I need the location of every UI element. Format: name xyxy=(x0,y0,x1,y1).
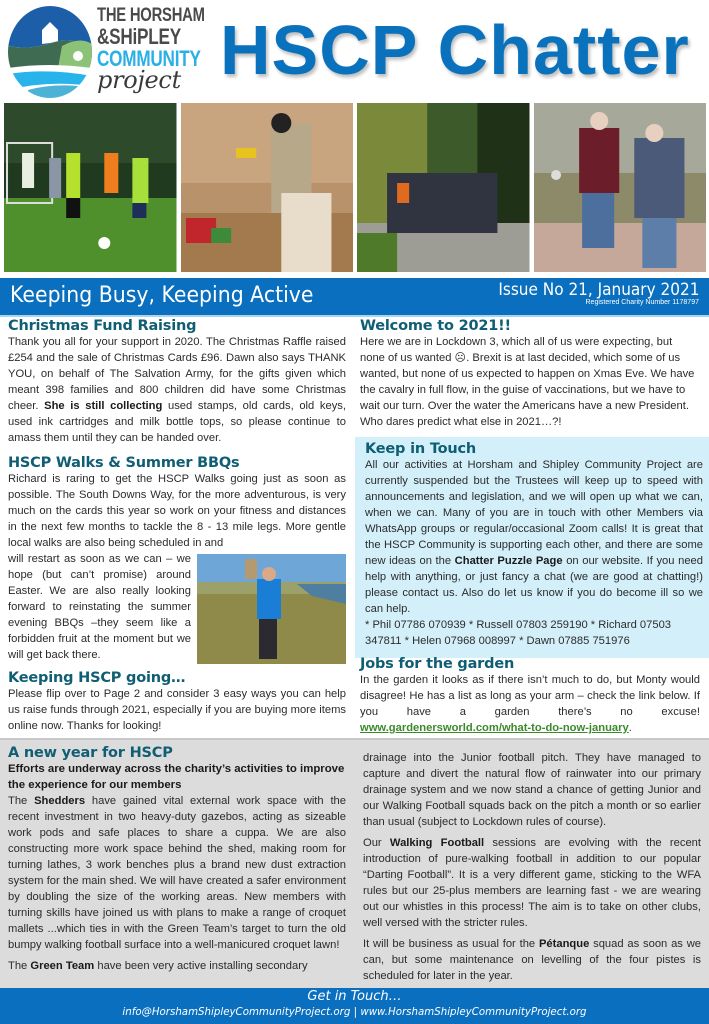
separator: | xyxy=(350,1005,361,1018)
petanque-paragraph xyxy=(363,936,701,984)
logo-line-2: &SHiPLEY xyxy=(97,24,181,49)
logo-text xyxy=(97,5,205,94)
photo-walking-football xyxy=(4,103,177,272)
footer-title: Get in Touch… xyxy=(307,989,402,1004)
section-title: Christmas Fund Raising xyxy=(8,318,197,334)
photo-shedders-workshop xyxy=(181,103,354,272)
text: squad as soon as we can, but some maintenance on levelling of the four pistes is scheduled for later in the year. xyxy=(363,938,702,982)
section-welcome xyxy=(360,318,700,430)
section-new-year xyxy=(0,738,709,988)
text: Our xyxy=(363,837,390,849)
new-year-left-column xyxy=(8,745,346,974)
charity-number: Registered Charity Number 1178797 xyxy=(585,299,699,306)
text: The xyxy=(8,960,31,972)
bold-text: Green Team xyxy=(30,960,95,972)
divider xyxy=(0,315,709,317)
footer-contacts xyxy=(25,1005,684,1018)
logo-line-3: COMMUNITY xyxy=(97,46,201,71)
section-garden xyxy=(360,656,700,736)
text: have gained vital external work space with the recent investment in two heavy-duty gazebos, acting as sizeable work pods and safe places to share a cuppa. We are also constructing more work space behind the shed, making room for turning lathes, 3 work benches plus a brand new dust extraction system for the main shed. We will have created a safer environment by doubling the size of the working areas. New members with turning skills have joined us with plans to make a range of croquet mallets ...which ties in with the Green Team’s target to turn the old bumpy walking football surface into a well-manicured croquet lawn! xyxy=(8,795,346,951)
section-title: Keep in Touch xyxy=(365,441,476,457)
photo-walker-south-downs xyxy=(197,554,346,664)
section-title: HSCP Walks & Summer BBQs xyxy=(8,455,240,471)
text: All our activities at Horsham and Shipley Community Project are currently suspended but the Trustees will keep up to speed with announcements and legislation, and we will open up what we can, when we can. Many of you are in touch with other Members via WhatsApp groups or regular/occasional Zoom calls! It is great that the HSCP Community is supporting each other, and there are some new ideas on the xyxy=(365,459,703,567)
newsletter-title: HSCP Chatter xyxy=(220,11,690,89)
bold-text: Pétanque xyxy=(538,938,590,950)
text: sessions are evolving with the recent introduction of pure-walking football in addition to our popular “Darting Football”. It is a very different game, sticking to the WFA rules but our 25-plus members are learning fast - we are wearing out our whistles in this process! The aim is to take on other clubs, well versed with the stricter rules. xyxy=(363,837,701,929)
chatter-puzzle-page: Chatter Puzzle Page xyxy=(454,555,563,567)
bold-text: Walking Football xyxy=(389,837,485,849)
section-title: Welcome to 2021!! xyxy=(360,318,511,334)
bold-text: Shedders xyxy=(34,795,86,807)
section-keep-in-touch xyxy=(355,437,709,658)
logo-line-1: THE HORSHAM xyxy=(97,5,205,26)
section-body: Richard is raring to get the HSCP Walks going just as soon as possible. The South Downs Way, for the more adventurous, is very much on the cards this year so work on your fitness and distances in the next few months to tackle the 8 - 13 mile legs. More gentle local walks are also being scheduled in and xyxy=(8,473,346,549)
photo-strip xyxy=(4,103,706,272)
contact-list: * Phil 07786 070939 * Russell 07803 259190 * Richard 07503 347811 * Helen 07968 008997 * Dawn 07885 751976 xyxy=(365,619,672,647)
section-title: A new year for HSCP xyxy=(8,745,173,761)
text: used stamps, old cards, old keys, used ink cartridges and milk bottle tops, so please continue to amass them until they can be handed over. xyxy=(8,400,346,444)
text: . xyxy=(628,722,632,734)
new-year-right-column xyxy=(363,750,701,984)
text: The xyxy=(8,795,35,807)
website-link[interactable]: www.HorshamShipleyCommunityProject.org xyxy=(360,1005,587,1018)
section-body-continued: will restart as soon as we can – we hope (but can’t promise) around Easter. We are also really looking forward to reinstating the summer evening BBQs –they seem like a forbidden fruit at the moment but we will get back there. xyxy=(8,553,191,661)
logo-emblem-icon xyxy=(8,6,92,98)
walking-football-paragraph xyxy=(363,835,701,931)
section-body xyxy=(8,334,346,446)
email-link[interactable]: info@HorshamShipleyCommunityProject.org xyxy=(122,1005,351,1018)
section-walks xyxy=(8,455,346,664)
text: In the garden it looks as if there isn’t much to do, but Monty would disagree! He has a list as long as your arm – check the link below. If you have a garden there’s no excuse! xyxy=(360,674,700,718)
section-body xyxy=(365,457,703,617)
section-title: Jobs for the garden xyxy=(360,656,515,672)
issue-banner xyxy=(0,278,709,315)
issue-number: Issue No 21, January 2021 xyxy=(497,280,699,300)
green-team-paragraph xyxy=(8,958,346,974)
text: Thank you all for your support in 2020. The Christmas Raffle raised £254 and the sale of Christmas Cards £96. Dawn also says THANK YOU, on behalf of The Salvation Army, for the gifts given which meant 398 families and 800 children did have some Christmas cheer. xyxy=(8,336,346,412)
green-team-paragraph-continued: drainage into the Junior football pitch. They have managed to capture and divert the natural flow of rainwater into our primary drainage system and we now stand a chance of getting Junior and our Walking Football squads back on the pitch a month or so earlier than usual (subject to Lockdown rules of course). xyxy=(363,752,701,828)
footer xyxy=(0,988,709,1024)
section-body: Please flip over to Page 2 and consider 3 easy ways you can help us raise funds through 2021, especially if you are buying more items online now. Thanks for looking! xyxy=(8,688,346,732)
section-body: Here we are in Lockdown 3, which all of us were expecting, but none of us wanted ☹. Brexit is at last decided, which some of us wanted, but none of us expected to happen on Xmas Eve. We have the cavalry in full flow, in the guise of vaccinations, but we have to wait our turn. Over the water the Americans have a new President. Who dares predict what else in 2021…?! xyxy=(360,336,695,428)
issue-info xyxy=(476,280,699,306)
tagline: Keeping Busy, Keeping Active xyxy=(10,283,314,308)
photo-petanque xyxy=(534,103,707,272)
section-christmas xyxy=(8,318,346,446)
shedders-paragraph xyxy=(8,793,346,953)
photo-group-walk xyxy=(357,103,530,272)
bold-text: She is still collecting xyxy=(44,400,163,412)
section-body xyxy=(360,672,700,736)
gardeners-world-link[interactable]: www.gardenersworld.com/what-to-do-now-january xyxy=(360,722,629,734)
logo-line-4: project xyxy=(97,66,181,94)
text: It will be business as usual for the xyxy=(363,938,539,950)
section-title: Keeping HSCP going… xyxy=(8,670,186,686)
section-subtitle: Efforts are underway across the charity’s activities to improve the experience for our members xyxy=(8,763,345,791)
section-keeping-hscp xyxy=(8,670,346,734)
header xyxy=(0,0,709,103)
text: on our website. If you need help with anything, or just fancy a chat (we are good at chatting!) please contact us. Also do let us know if you do become ill so we can help. xyxy=(365,555,703,615)
text: have been very active installing secondary xyxy=(94,960,308,972)
